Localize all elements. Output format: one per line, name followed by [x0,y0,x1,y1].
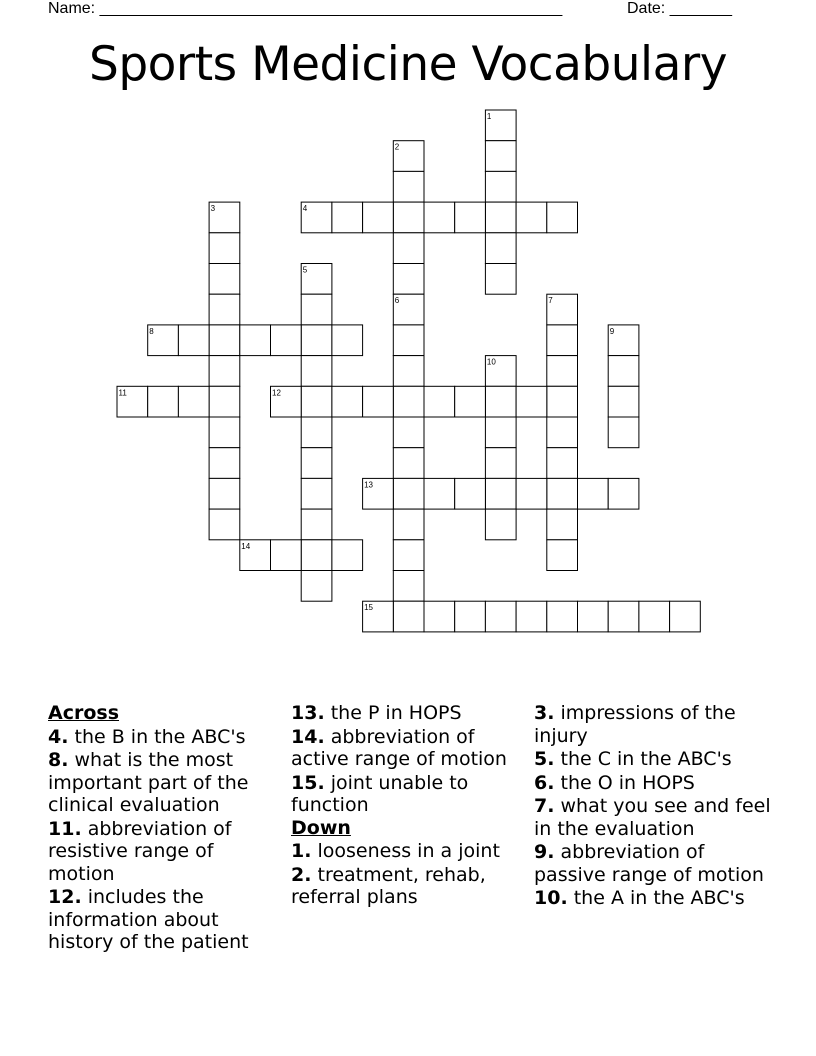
across-clue-13: 13. the P in HOPS [291,702,462,724]
across-clue-15: 15. joint unable to function [291,771,469,816]
clue-column-2 [291,702,531,909]
across-clue-11: 11. abbreviation of resistive range of motion [48,817,232,885]
grid-cell[interactable] [178,325,209,356]
grid-cell[interactable] [301,540,332,571]
grid-cell[interactable] [608,601,639,632]
grid-cell[interactable] [608,417,639,448]
cell-number-9: 9 [609,326,615,336]
grid-cell[interactable] [485,171,516,202]
grid-cell[interactable] [578,478,609,509]
grid-cell[interactable] [393,233,424,264]
grid-cell[interactable] [424,601,455,632]
grid-cell[interactable] [393,417,424,448]
cell-number-7: 7 [548,296,553,306]
grid-cell[interactable] [485,202,516,233]
grid-cell[interactable] [578,601,609,632]
grid-cell[interactable] [393,325,424,356]
page-title: Sports Medicine Vocabulary [88,37,728,92]
down-clue-1: 1. looseness in a joint [291,840,500,862]
grid-cell[interactable] [547,356,578,387]
cell-number-2: 2 [394,142,400,152]
grid-cell[interactable] [240,325,271,356]
grid-cell[interactable] [485,386,516,417]
grid-cell[interactable] [424,202,455,233]
grid-cell[interactable] [516,202,547,233]
grid-cell[interactable] [393,264,424,295]
grid-cell[interactable] [363,202,394,233]
down-clue-9: 9. abbreviation of passive range of motion [534,841,764,886]
across-clue-12: 12. includes the information about history of the patient [48,886,249,953]
grid-cell[interactable] [271,540,302,571]
grid-cell[interactable] [485,509,516,540]
grid-cell[interactable] [301,356,332,387]
cell-number-11: 11 [118,388,127,398]
across-heading: Across [48,702,120,724]
across-clue-8: 8. what is the most important part of the clinical evaluation [48,749,249,816]
grid-cell[interactable] [455,601,486,632]
grid-cell[interactable] [485,601,516,632]
grid-cell[interactable] [455,202,486,233]
cell-number-12: 12 [272,388,281,398]
grid-cell[interactable] [301,448,332,479]
cell-number-1: 1 [486,112,492,121]
clue-column-3 [534,702,774,910]
cell-number-8: 8 [149,326,154,336]
grid-cell[interactable] [301,478,332,509]
grid-cell[interactable] [301,294,332,325]
cell-number-4: 4 [302,204,308,214]
grid-cell[interactable] [485,141,516,172]
grid-cell[interactable] [516,386,547,417]
cell-number-15: 15 [364,603,374,613]
grid-cell[interactable] [301,509,332,540]
grid-cell[interactable] [148,386,179,417]
down-clue-7: 7. what you see and feel in the evaluation [534,795,771,840]
grid-cell[interactable] [301,417,332,448]
grid-cell[interactable] [209,264,240,295]
down-clue-5: 5. the C in the ABC's [534,748,732,770]
grid-cell[interactable] [485,417,516,448]
grid-cell[interactable] [332,540,363,571]
grid-cell[interactable] [485,478,516,509]
grid-cell[interactable] [516,601,547,632]
grid-cell[interactable] [209,417,240,448]
down-clue-3: 3. impressions of the injury [534,702,736,747]
grid-cell[interactable] [393,509,424,540]
grid-cell[interactable] [301,571,332,602]
grid-cell[interactable] [209,233,240,264]
grid-cell[interactable] [516,478,547,509]
grid-cell[interactable] [393,202,424,233]
grid-cell[interactable] [393,478,424,509]
down-heading: Down [291,816,351,839]
grid-cell[interactable] [485,448,516,479]
grid-cell[interactable] [209,509,240,540]
grid-cell[interactable] [332,386,363,417]
grid-cell[interactable] [332,202,363,233]
cell-number-10: 10 [486,357,496,367]
down-clue-6: 6. the O in HOPS [534,771,695,794]
grid-cell[interactable] [547,478,578,509]
grid-cell[interactable] [455,478,486,509]
grid-cell[interactable] [547,417,578,448]
cell-number-13: 13 [364,480,374,490]
grid-cell[interactable] [547,325,578,356]
grid-cell[interactable] [363,386,394,417]
grid-cell[interactable] [455,386,486,417]
grid-cell[interactable] [209,478,240,509]
grid-cell[interactable] [547,509,578,540]
grid-cell[interactable] [608,478,639,509]
grid-cell[interactable] [209,325,240,356]
grid-cell[interactable] [393,540,424,571]
grid-cell[interactable] [639,601,670,632]
down-clue-2: 2. treatment, rehab, referral plans [291,863,486,908]
date-line[interactable]: Date: _______ [627,0,732,17]
grid-cell[interactable] [271,325,302,356]
grid-cell[interactable] [393,386,424,417]
across-clue-4: 4. the B in the ABC's [48,725,246,748]
grid-cell[interactable] [547,540,578,571]
grid-cell[interactable] [393,171,424,202]
name-line[interactable]: Name: ____________________________________________________ [48,0,563,17]
grid-cell[interactable] [485,264,516,295]
grid-cell[interactable] [301,386,332,417]
cell-number-14: 14 [241,541,251,551]
across-clue-14: 14. abbreviation of active range of motion [291,725,507,770]
clue-column-1 [48,702,280,954]
grid-cell[interactable] [547,601,578,632]
grid-cell[interactable] [393,448,424,479]
grid-cell[interactable] [301,325,332,356]
grid-cell[interactable] [209,386,240,417]
grid-cell[interactable] [393,356,424,387]
grid-cell[interactable] [209,294,240,325]
grid-cell[interactable] [485,233,516,264]
grid-cell[interactable] [393,601,424,632]
grid-cell[interactable] [393,571,424,602]
grid-cell[interactable] [547,202,578,233]
grid-cell[interactable] [332,325,363,356]
cell-number-5: 5 [302,265,308,275]
cell-number-3: 3 [210,204,216,214]
grid-cell[interactable] [424,478,455,509]
grid-cell[interactable] [424,386,455,417]
grid-cell[interactable] [670,601,701,632]
grid-cell[interactable] [209,356,240,387]
grid-cell[interactable] [608,356,639,387]
grid-cell[interactable] [608,386,639,417]
grid-cell[interactable] [547,386,578,417]
down-clue-10: 10. the A in the ABC's [534,887,745,909]
grid-cell[interactable] [547,448,578,479]
grid-cell[interactable] [209,448,240,479]
cell-number-6: 6 [394,296,400,306]
grid-cell[interactable] [178,386,209,417]
